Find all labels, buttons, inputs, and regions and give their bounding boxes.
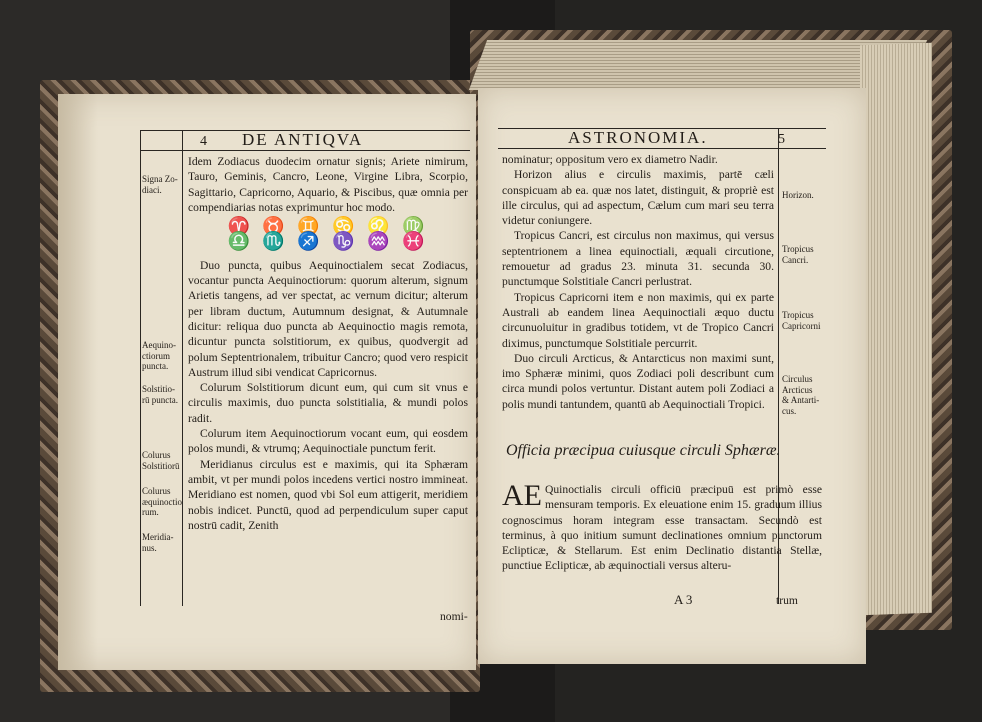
right-body-lower: [502, 479, 822, 574]
zodiac-symbols-row: ♈ ♉ ♊ ♋ ♌ ♍: [227, 216, 429, 237]
paragraph: Duo puncta, quibus Aequinoctialem secat Zodiacus, vocantur puncta Aequinoctiorum: quorum alterum, signum Arietis tangens, ad ver spectat, ac vernum dicitur; alterum per libram ductum, Autumnum designat, & Autumnale dicitur: reliqua duo puncta ab Aequinoctio magis remota, dicuntur puncta solstitiorum, ex quibus, quodvergit ad polum Septentrionalem, tribuitur Cancro; quod vero respicit Austrum illud sibi vendicat Capricornus.: [188, 258, 468, 379]
paragraph: Tropicus Cancri, est circulus non maximus, qui versus septentrionem a linea equinoctiali, æquali circutione, remouetur ad gradus 23. minuta 31. secunda 30. punctumque Solstitiale Cancri perlustrat.: [502, 229, 774, 289]
marginal-note: Horizon.: [782, 190, 814, 200]
right-body: [502, 152, 774, 412]
paragraph: Tropicus Capricorni item e non maximis, qui ex parte Australi ab eandem linea Aequinoctiali æquo ductu circunuoluitur in gradibus totidem, vt de Tropico Cancri diximus, punctumque Solstitiale percurrit.: [502, 290, 774, 350]
paragraph: Duo circuli Arcticus, & Antarcticus non maximi sunt, imo Sphæræ minimi, quos Zodiaci poli describunt cum circa mundi polos vertuntur. Distant autem poli Zodiaci a polis mundi tantundem, quantū ab Aequinoctiali Tropici.: [502, 351, 774, 411]
running-head: ASTRONOMIA.: [568, 128, 708, 147]
running-head: DE ANTIQVA: [242, 130, 364, 149]
paragraph: nominatur; oppositum vero ex diametro Nadir.: [502, 153, 718, 166]
header-rule: [140, 150, 470, 151]
section-heading: Officia præcipua cuiusque circuli Sphæræ.: [506, 442, 781, 459]
marginal-note: Solstitio- rū puncta.: [142, 384, 178, 405]
paragraph: Colurum Solstitiorum dicunt eum, qui cum sit vnus e circulis maximis, duo puncta solstitialia, & mundi polos radit.: [188, 381, 468, 425]
marginal-note: Colurus æquinoctio rum.: [142, 486, 182, 517]
paragraph: Quinoctialis circuli officiū præcipuū est primò esse mensuram temporis. Ex eleuatione enim 15. graduum illius cognoscimus horam integram esse transactam. Secundò est terminus, à quo initium sumunt declinationes omnium punctorum Eclipticæ, & Stellarum. Est enim Declinatio distantia Stellæ, punctiue Eclipticæ, ab æquinoctiali versus alteru-: [502, 483, 822, 573]
left-page: [58, 94, 476, 670]
zodiac-symbols-row: ♎ ♏ ♐ ♑ ♒ ♓: [227, 231, 429, 252]
catchword: nomi-: [440, 610, 468, 623]
marginal-note: Circulus Arcticus & Antarti- cus.: [782, 374, 820, 416]
page-block-edge: [860, 43, 932, 616]
drop-cap: AE: [502, 479, 542, 512]
marginal-note: Colurus Solstitiorū: [142, 450, 180, 471]
margin-rule: [182, 130, 183, 606]
margin-rule: [140, 130, 141, 606]
signature-mark: A 3: [674, 592, 693, 607]
paragraph: Meridianus circulus est e maximis, qui ita Sphæram ambit, vt per mundi polos incedens vertici nostro immineat. Meridiano est nomen, quod vbi Sol eum attigerit, meridiem nobis indicet. Punctū, quod ad perpendiculum super caput nostrū cadit, Zenith: [188, 457, 468, 532]
catchword: trum: [776, 594, 798, 607]
paragraph: Horizon alius e circulis maximis, partē cæli conspicuam ab ea. quæ nos latet, distinguit, & propriè est ille circulus, qui ad aspectum, Cælum cum mari seu terra videtur coniungere.: [502, 168, 774, 228]
left-body: [188, 154, 468, 533]
page-number: 5: [778, 132, 785, 147]
marginal-note: Aequino- ctiorum puncta.: [142, 340, 176, 371]
header-rule: [498, 148, 826, 149]
marginal-note: Tropicus Capricorni: [782, 310, 821, 331]
page-number: 4: [200, 134, 207, 149]
right-page: [478, 88, 866, 664]
paragraph: Idem Zodiacus duodecim ornatur signis; Ariete nimirum, Tauro, Geminis, Cancro, Leone, Virgine Libra, Scorpio, Sagittario, Capricorno, Aquario, & Piscibus, quæ omnia per compendiarias notas exprimuntur hoc modo.: [188, 155, 468, 214]
page-block-top: [469, 40, 927, 90]
paragraph: Colurum item Aequinoctiorum vocant eum, qui eosdem polos mundi, & vtrumq; Aequinoctiale punctum ferit.: [188, 427, 468, 456]
marginal-note: Signa Zo- diaci.: [142, 174, 178, 195]
marginal-note: Meridia- nus.: [142, 532, 174, 553]
marginal-note: Tropicus Cancri.: [782, 244, 814, 265]
